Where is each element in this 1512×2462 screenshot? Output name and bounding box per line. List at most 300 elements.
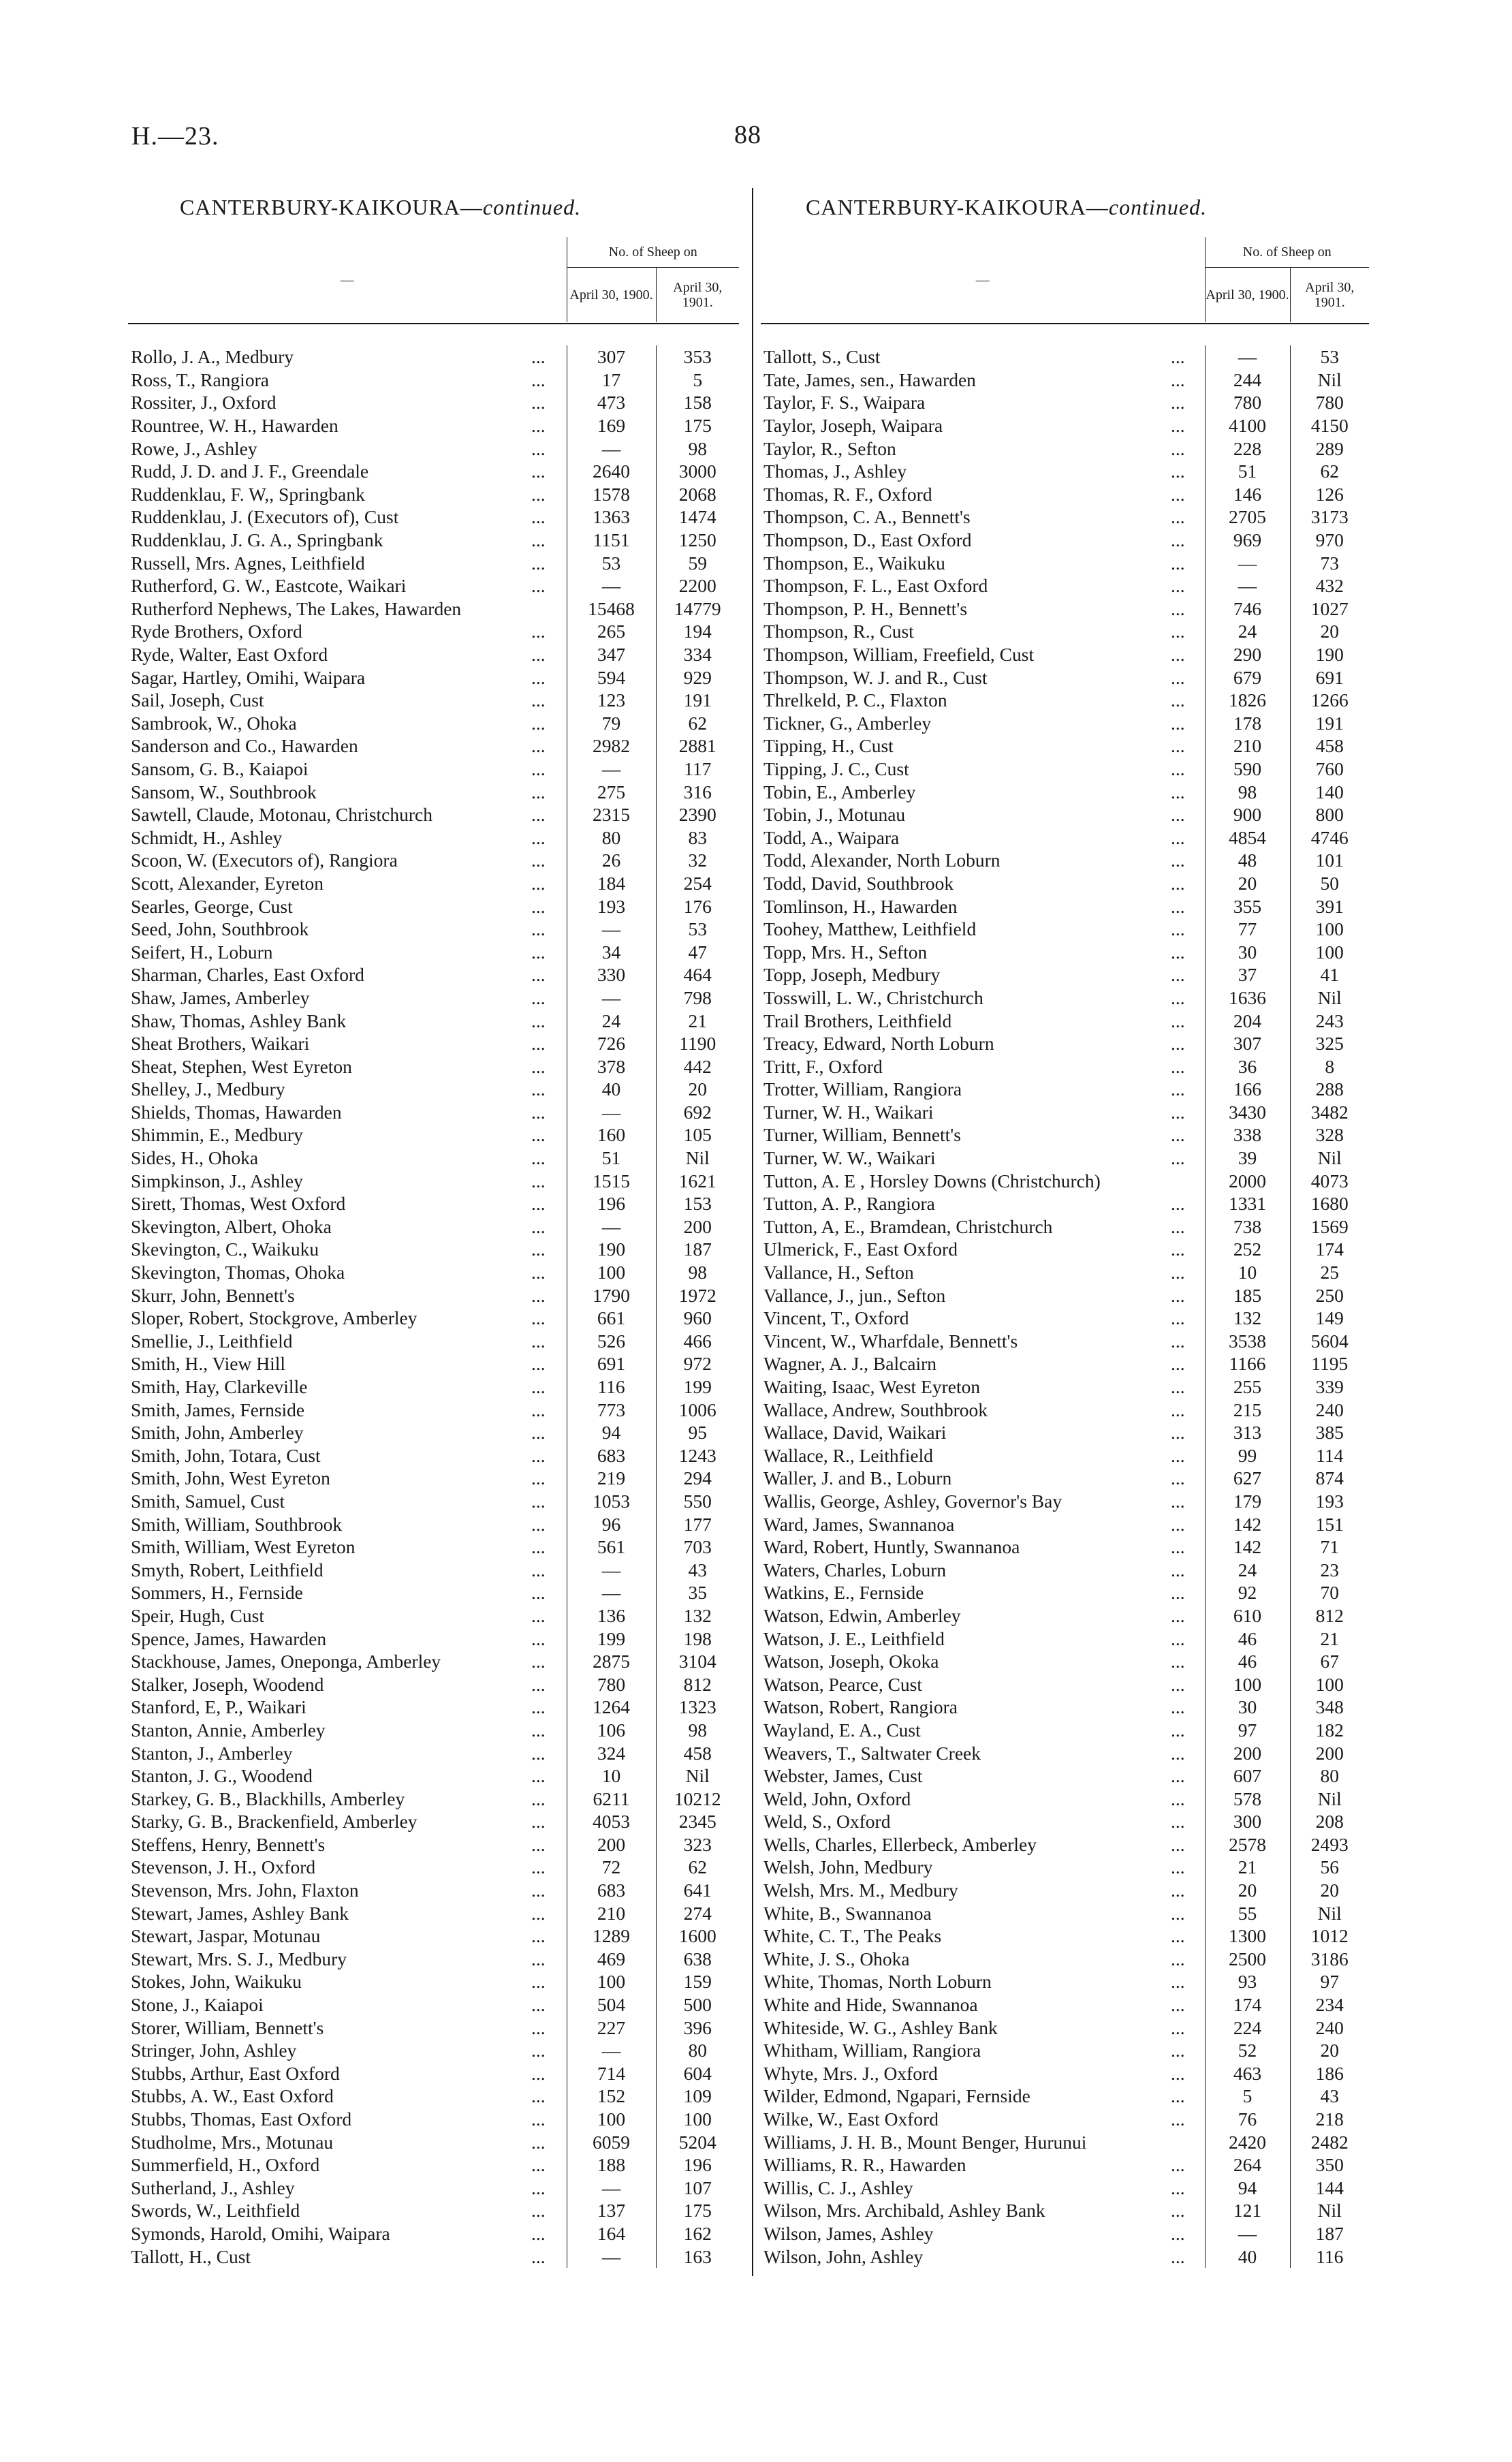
right-col-1901-header: April 30, 1901.: [1290, 268, 1369, 323]
table-row: [128, 1375, 739, 1399]
sheep-1900: 26: [567, 849, 656, 872]
leader-dots: ...: [531, 2245, 546, 2267]
table-row: [128, 666, 739, 689]
owner-name: Wallace, R., Leithfield: [763, 1444, 934, 1466]
owner-name: Ruddenklau, J. (Executors of), Cust: [131, 506, 399, 528]
leader-dots: ...: [1171, 1467, 1185, 1489]
owner-name: Stubbs, A. W., East Oxford: [131, 2085, 334, 2107]
sheep-1900: 51: [1205, 460, 1290, 483]
sheep-1900: 106: [567, 1719, 656, 1742]
owner-name: Vallance, H., Sefton: [763, 1262, 914, 1283]
sheep-1900: 10: [1205, 1261, 1290, 1284]
leader-dots: ...: [531, 666, 546, 688]
table-row: [128, 826, 739, 849]
owner-name: Summerfield, H., Oxford: [131, 2154, 320, 2176]
sheep-1900: 30: [1205, 1696, 1290, 1719]
owner-name: Stubbs, Thomas, East Oxford: [131, 2108, 352, 2130]
leader-dots: ...: [531, 1124, 546, 1146]
owner-name: Stanton, J. G., Woodend: [131, 1765, 313, 1787]
table-row: [128, 2222, 739, 2245]
owner-name: Stringer, John, Ashley: [131, 2040, 297, 2061]
table-row: [128, 1879, 739, 1902]
table-row: [128, 2177, 739, 2200]
table-row: [761, 1719, 1369, 1742]
sheep-1900: —: [567, 918, 656, 941]
owner-name: Sansom, G. B., Kaiapoi: [131, 758, 309, 779]
table-row: [128, 1444, 739, 1467]
sheep-1901: 3000: [656, 460, 739, 483]
leader-dots: ...: [531, 392, 546, 414]
table-row: [761, 2085, 1369, 2108]
leader-dots: ...: [1171, 1971, 1185, 1993]
sheep-1901: Nil: [1290, 1787, 1369, 1810]
table-row: [761, 414, 1369, 437]
leader-dots: ...: [1171, 1994, 1185, 2016]
owner-name: Wells, Charles, Ellerbeck, Amberley: [763, 1833, 1037, 1855]
leader-dots: ...: [1171, 1902, 1185, 1924]
sheep-1901: Nil: [1290, 369, 1369, 392]
sheep-1901: 5204: [656, 2130, 739, 2153]
table-row: [761, 2108, 1369, 2131]
owner-name: Thomas, R. F., Oxford: [763, 483, 932, 505]
sheep-1901: 780: [1290, 391, 1369, 414]
table-row: [128, 1672, 739, 1696]
sheep-1901: 1600: [656, 1925, 739, 1948]
owner-name: Sheat Brothers, Waikari: [131, 1033, 310, 1055]
leader-dots: ...: [1171, 1193, 1185, 1215]
sheep-1901: 20: [656, 1078, 739, 1101]
table-row: [128, 1261, 739, 1284]
left-title-main: CANTERBURY-KAIKOURA—: [180, 195, 483, 219]
sheep-1901: 4150: [1290, 414, 1369, 437]
sheep-1900: 204: [1205, 1009, 1290, 1032]
table-row: [128, 1283, 739, 1307]
sheep-1900: 80: [567, 826, 656, 849]
owner-name: Thompson, F. L., East Oxford: [763, 575, 988, 597]
leader-dots: ...: [531, 1902, 546, 1924]
sheep-1900: 2000: [1205, 1169, 1290, 1192]
sheep-1901: 25: [1290, 1261, 1369, 1284]
sheep-1900: 160: [567, 1123, 656, 1147]
sheep-1901: 240: [1290, 1398, 1369, 1421]
table-row: [761, 1330, 1369, 1353]
sheep-1901: 800: [1290, 803, 1369, 826]
sheep-1900: 94: [567, 1421, 656, 1444]
sheep-1901: 458: [656, 1741, 739, 1764]
owner-name: Tobin, E., Amberley: [763, 781, 916, 803]
owner-name: Smith, John, West Eyreton: [131, 1467, 330, 1489]
left-sheep-group-header: No. of Sheep on: [567, 237, 739, 268]
sheep-1901: 100: [1290, 1672, 1369, 1696]
table-row: [761, 1123, 1369, 1147]
sheep-1901: 14779: [656, 597, 739, 621]
sheep-1901: 432: [1290, 574, 1369, 597]
leader-dots: ...: [531, 895, 546, 917]
sheep-1901: 158: [656, 391, 739, 414]
table-row: [128, 1604, 739, 1627]
sheep-1900: 244: [1205, 369, 1290, 392]
owner-name: Sail, Joseph, Cust: [131, 689, 264, 711]
leader-dots: ...: [1171, 1147, 1185, 1169]
sheep-1901: 874: [1290, 1467, 1369, 1490]
table-row: [761, 1925, 1369, 1948]
sheep-1901: 604: [656, 2062, 739, 2085]
table-row: [128, 1307, 739, 1330]
leader-dots: [531, 597, 567, 621]
table-row: [761, 1147, 1369, 1170]
table-row: [128, 734, 739, 758]
sheep-1900: 2982: [567, 734, 656, 758]
leader-dots: ...: [531, 2062, 546, 2084]
sheep-1901: 193: [1290, 1490, 1369, 1513]
owner-name: Vallance, J., jun., Sefton: [763, 1284, 946, 1306]
sheep-1900: 200: [1205, 1741, 1290, 1764]
sheep-1901: 187: [656, 1238, 739, 1261]
leader-dots: ...: [531, 1284, 546, 1306]
table-row: [128, 1330, 739, 1353]
sheep-1900: 94: [1205, 2177, 1290, 2200]
owner-name: Weld, John, Oxford: [763, 1788, 911, 1809]
leader-dots: ...: [1171, 483, 1185, 505]
table-row: [128, 505, 739, 529]
table-row: [128, 1993, 739, 2016]
sheep-1900: 5: [1205, 2085, 1290, 2108]
sheep-1900: —: [1205, 551, 1290, 574]
leader-dots: ...: [1171, 346, 1185, 368]
sheep-1901: 798: [656, 986, 739, 1010]
leader-dots: ...: [531, 461, 546, 482]
sheep-1901: 182: [1290, 1719, 1369, 1742]
sheep-1901: 200: [656, 1215, 739, 1238]
owner-name: Stanford, E, P., Waikari: [131, 1696, 306, 1718]
table-row: [761, 1055, 1369, 1078]
sheep-1901: 1012: [1290, 1925, 1369, 1948]
sheep-1900: 93: [1205, 1970, 1290, 1993]
sheep-1900: 96: [567, 1512, 656, 1536]
sheep-1900: 738: [1205, 1215, 1290, 1238]
sheep-1900: 969: [1205, 529, 1290, 552]
owner-name: Stewart, Jaspar, Motunau: [131, 1925, 321, 1947]
sheep-1900: 46: [1205, 1650, 1290, 1673]
owner-name: Tate, James, sen., Hawarden: [763, 369, 976, 390]
leader-dots: ...: [1171, 2108, 1185, 2130]
table-row: [128, 460, 739, 483]
sheep-1900: 2705: [1205, 505, 1290, 529]
table-row: [128, 1970, 739, 1993]
sheep-1900: 4053: [567, 1810, 656, 1833]
leader-dots: ...: [531, 1353, 546, 1375]
owner-name: Stokes, John, Waikuku: [131, 1971, 302, 1993]
sheep-1900: 215: [1205, 1398, 1290, 1421]
leader-dots: ...: [1171, 1696, 1185, 1718]
sheep-1901: 10212: [656, 1787, 739, 1810]
leader-dots: ...: [1171, 1719, 1185, 1741]
sheep-1900: 347: [567, 643, 656, 666]
leader-dots: ...: [1171, 597, 1185, 619]
sheep-1901: 126: [1290, 483, 1369, 506]
sheep-1900: 132: [1205, 1307, 1290, 1330]
owner-name: Waller, J. and B., Loburn: [763, 1467, 952, 1489]
table-row: [761, 574, 1369, 597]
leader-dots: ...: [1171, 1078, 1185, 1100]
table-row: [761, 2062, 1369, 2085]
leader-dots: ...: [1171, 621, 1185, 642]
leader-dots: ...: [531, 1880, 546, 1901]
table-row: [761, 2039, 1369, 2062]
sheep-1900: 99: [1205, 1444, 1290, 1467]
table-row: [128, 894, 739, 918]
leader-dots: ...: [531, 1719, 546, 1741]
leader-dots: ...: [531, 1971, 546, 1993]
right-title-main: CANTERBURY-KAIKOURA—: [806, 195, 1109, 219]
sheep-1900: 121: [1205, 2199, 1290, 2222]
sheep-1900: 679: [1205, 666, 1290, 689]
sheep-1900: 184: [567, 872, 656, 895]
table-row: [761, 758, 1369, 781]
sheep-1901: 5: [656, 369, 739, 392]
owner-name: Stewart, James, Ashley Bank: [131, 1902, 349, 1924]
sheep-1901: 328: [1290, 1123, 1369, 1147]
sheep-1900: 15468: [567, 597, 656, 621]
sheep-1901: 117: [656, 758, 739, 781]
sheep-1900: 37: [1205, 963, 1290, 986]
sheep-1901: 73: [1290, 551, 1369, 574]
sheep-1900: —: [567, 2245, 656, 2268]
sheep-1900: 746: [1205, 597, 1290, 621]
sheep-1900: 307: [1205, 1032, 1290, 1055]
owner-name: Storer, William, Bennett's: [131, 2016, 324, 2038]
table-row: [128, 345, 739, 369]
sheep-1900: 52: [1205, 2039, 1290, 2062]
owner-name: Shields, Thomas, Hawarden: [131, 1101, 342, 1123]
sheep-1900: 48: [1205, 849, 1290, 872]
sheep-1901: 191: [656, 689, 739, 712]
table-row: [761, 780, 1369, 803]
owner-name: Rudd, J. D. and J. F., Greendale: [131, 461, 369, 482]
sheep-1900: —: [1205, 345, 1290, 369]
leader-dots: ...: [531, 918, 546, 940]
leader-dots: ...: [1171, 1811, 1185, 1833]
leader-dots: ...: [1171, 461, 1185, 482]
sheep-1900: 199: [567, 1627, 656, 1650]
sheep-1900: 17: [567, 369, 656, 392]
sheep-1901: 316: [656, 780, 739, 803]
sheep-1901: 101: [1290, 849, 1369, 872]
table-row: [761, 1650, 1369, 1673]
sheep-1901: 140: [1290, 780, 1369, 803]
owner-name: Whiteside, W. G., Ashley Bank: [763, 2016, 998, 2038]
owner-name: Tipping, H., Cust: [763, 735, 894, 757]
owner-name: Speir, Hugh, Cust: [131, 1604, 264, 1626]
owner-name: Watson, Edwin, Amberley: [763, 1604, 961, 1626]
owner-name: Starkey, G. B., Blackhills, Amberley: [131, 1788, 405, 1809]
sheep-1901: 50: [1290, 872, 1369, 895]
leader-dots: ...: [1171, 644, 1185, 666]
sheep-1901: 208: [1290, 1810, 1369, 1833]
sheep-1900: 1363: [567, 505, 656, 529]
leader-dots: ...: [531, 689, 546, 711]
table-row: [128, 2085, 739, 2108]
leader-dots: ...: [531, 1376, 546, 1398]
sheep-1901: 174: [1290, 1238, 1369, 1261]
owner-name: Ross, T., Rangiora: [131, 369, 269, 390]
table-row: [128, 918, 739, 941]
table-row: [761, 734, 1369, 758]
leader-dots: ...: [531, 2108, 546, 2130]
sheep-1901: 4073: [1290, 1169, 1369, 1192]
sheep-1901: 56: [1290, 1856, 1369, 1879]
table-row: [128, 1719, 739, 1742]
sheep-1901: 151: [1290, 1512, 1369, 1536]
table-row: [128, 1467, 739, 1490]
sheep-1900: 30: [1205, 940, 1290, 963]
table-row: [128, 780, 739, 803]
sheep-1900: 2315: [567, 803, 656, 826]
owner-name: Tickner, G., Amberley: [763, 712, 932, 734]
table-row: [128, 1810, 739, 1833]
sheep-1901: 334: [656, 643, 739, 666]
table-row: [761, 1764, 1369, 1788]
table-row: [128, 551, 739, 574]
sheep-1901: 2881: [656, 734, 739, 758]
sheep-1901: 98: [656, 1719, 739, 1742]
owner-name: Welsh, Mrs. M., Medbury: [763, 1880, 958, 1901]
sheep-1900: —: [567, 986, 656, 1010]
owner-name: Tallott, S., Cust: [763, 346, 881, 368]
owner-name: Treacy, Edward, North Loburn: [763, 1033, 994, 1055]
table-row: [761, 666, 1369, 689]
sheep-1900: 185: [1205, 1283, 1290, 1307]
sheep-1900: 330: [567, 963, 656, 986]
owner-name: Tallott, H., Cust: [131, 2245, 251, 2267]
table-row: [128, 1696, 739, 1719]
sheep-1901: 199: [656, 1375, 739, 1399]
sheep-1901: 464: [656, 963, 739, 986]
owner-name: Watkins, E., Fernside: [763, 1582, 924, 1604]
sheep-1900: 3538: [1205, 1330, 1290, 1353]
table-row: [761, 597, 1369, 621]
sheep-1900: —: [567, 1558, 656, 1581]
owner-name: Shaw, James, Amberley: [131, 986, 310, 1008]
table-row: [761, 1261, 1369, 1284]
leader-dots: ...: [531, 1444, 546, 1466]
leader-dots: ...: [531, 1788, 546, 1809]
owner-name: Swords, W., Leithfield: [131, 2200, 300, 2222]
owner-name: White, C. T., The Peaks: [763, 1925, 942, 1947]
sheep-1901: 159: [656, 1970, 739, 1993]
owner-name: Ryde Brothers, Oxford: [131, 621, 302, 642]
sheep-1900: 21: [1205, 1856, 1290, 1879]
sheep-1900: 79: [567, 712, 656, 735]
sheep-1900: 224: [1205, 2016, 1290, 2039]
sheep-1901: 353: [656, 345, 739, 369]
table-row: [761, 1352, 1369, 1375]
sheep-1901: 641: [656, 1879, 739, 1902]
page-number: 88: [734, 121, 761, 149]
owner-name: Topp, Joseph, Medbury: [763, 964, 941, 986]
left-table-body: [128, 345, 739, 2268]
table-row: [761, 2245, 1369, 2268]
leader-dots: ...: [1171, 895, 1185, 917]
leader-dots: ...: [1171, 437, 1185, 459]
table-row: [761, 1215, 1369, 1238]
table-row: [761, 1696, 1369, 1719]
leader-dots: ...: [531, 529, 546, 551]
owner-name: Wallace, David, Waikari: [763, 1422, 947, 1444]
leader-dots: ...: [1171, 2245, 1185, 2267]
leader-dots: ...: [1171, 2222, 1185, 2244]
leader-dots: ...: [1171, 1010, 1185, 1031]
sheep-1900: 174: [1205, 1993, 1290, 2016]
owner-name: Smith, H., View Hill: [131, 1353, 286, 1375]
sheep-1900: 300: [1205, 1810, 1290, 1833]
leader-dots: ...: [531, 826, 546, 848]
right-column-title: [806, 195, 1207, 220]
sheep-1901: Nil: [656, 1764, 739, 1788]
leader-dots: ...: [1171, 2085, 1185, 2107]
owner-name: Stackhouse, James, Oneponga, Amberley: [131, 1651, 441, 1672]
sheep-1900: 116: [567, 1375, 656, 1399]
leader-dots: ...: [1171, 666, 1185, 688]
sheep-1901: 396: [656, 2016, 739, 2039]
sheep-1901: 176: [656, 894, 739, 918]
leader-dots: ...: [531, 1651, 546, 1672]
owner-name: Todd, A., Waipara: [763, 826, 900, 848]
leader-dots: ...: [531, 804, 546, 826]
leader-dots: ...: [1171, 1742, 1185, 1764]
owner-name: Scott, Alexander, Eyreton: [131, 872, 324, 894]
table-row: [761, 1512, 1369, 1536]
sheep-1900: 313: [1205, 1421, 1290, 1444]
sheep-1901: 1190: [656, 1032, 739, 1055]
sheep-1901: 95: [656, 1421, 739, 1444]
sheep-1900: 1636: [1205, 986, 1290, 1010]
sheep-1901: 5604: [1290, 1330, 1369, 1353]
table-row: [761, 1581, 1369, 1604]
sheep-1900: —: [567, 2177, 656, 2200]
leader-dots: ...: [1171, 1330, 1185, 1352]
owner-name: Williams, J. H. B., Mount Benger, Hurunui: [763, 2131, 1087, 2153]
sheep-1901: 100: [1290, 918, 1369, 941]
owner-name: Stanton, J., Amberley: [131, 1742, 293, 1764]
leader-dots: ...: [1171, 369, 1185, 390]
leader-dots: ...: [531, 1948, 546, 1969]
owner-name: Waiting, Isaac, West Eyreton: [763, 1376, 981, 1398]
sheep-1900: 1331: [1205, 1192, 1290, 1215]
table-row: [761, 437, 1369, 460]
leader-dots: ...: [531, 2200, 546, 2222]
leader-dots: ...: [1171, 1055, 1185, 1077]
owner-name: Scoon, W. (Executors of), Rangiora: [131, 850, 398, 871]
leader-dots: ...: [531, 1536, 546, 1558]
owner-name: Symonds, Harold, Omihi, Waipara: [131, 2222, 390, 2244]
sheep-1901: 1243: [656, 1444, 739, 1467]
leader-dots: ...: [531, 1490, 546, 1512]
sheep-1901: 500: [656, 1993, 739, 2016]
leader-dots: ...: [1171, 986, 1185, 1008]
sheep-1901: 62: [1290, 460, 1369, 483]
table-row: [761, 1490, 1369, 1513]
sheep-1900: 200: [567, 1833, 656, 1856]
sheep-1900: 714: [567, 2062, 656, 2085]
table-row: [128, 1650, 739, 1673]
sheep-1900: 1166: [1205, 1352, 1290, 1375]
sheep-1901: 550: [656, 1490, 739, 1513]
sheep-1900: 504: [567, 1993, 656, 2016]
sheep-1900: 2875: [567, 1650, 656, 1673]
owner-name: Taylor, F. S., Waipara: [763, 392, 926, 414]
header-rule: [128, 323, 739, 324]
